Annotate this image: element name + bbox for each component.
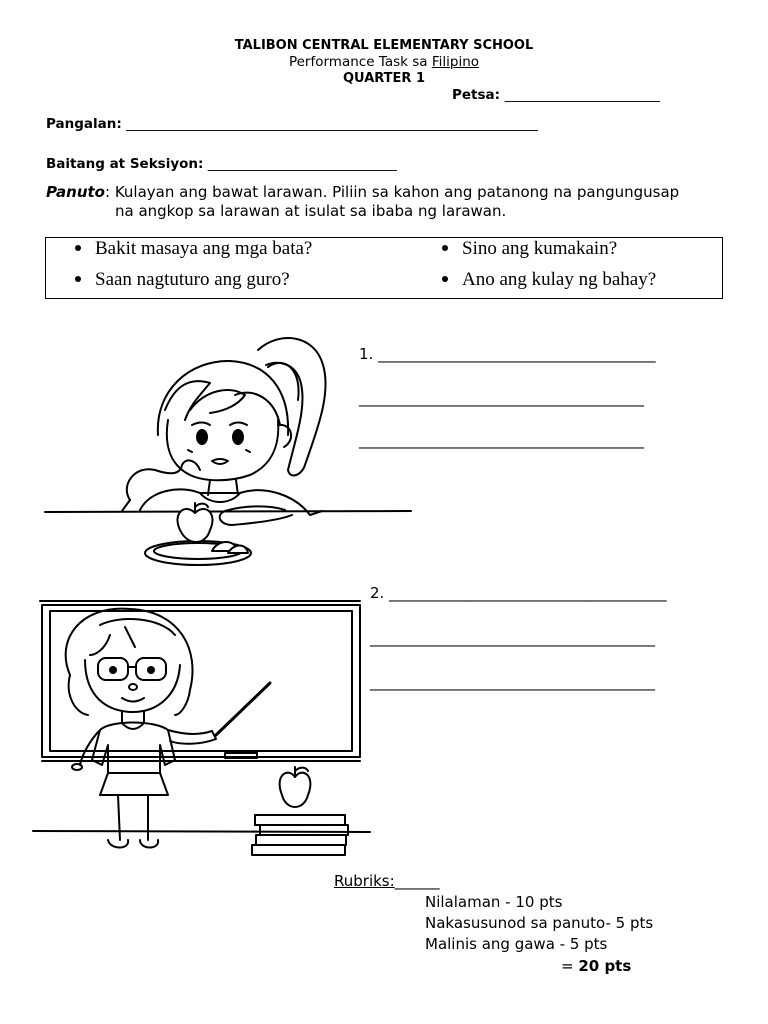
name-field (46, 116, 538, 132)
bullet-icon (442, 276, 448, 282)
answer-1-line3[interactable]: ______________________________________ (359, 431, 644, 449)
answer-1-line1[interactable] (359, 345, 656, 363)
date-label: Petsa: (452, 87, 501, 103)
choice-4-text: Ano ang kulay ng bahay? (462, 269, 657, 290)
answer-1-number: 1. (359, 345, 374, 363)
answer-2-line2[interactable]: ______________________________________ (370, 629, 655, 647)
rubric-row-1: Nilalaman - 10 pts (425, 893, 563, 911)
name-blank[interactable]: _____________________________________________________________ (126, 116, 538, 132)
bullet-icon (442, 245, 448, 251)
choice-1-text: Bakit masaya ang mga bata? (95, 238, 313, 259)
instructions-text1: : Kulayan ang bawat larawan. Piliin sa kahon ang patanong na pangungusap (105, 183, 680, 201)
choice-4 (442, 269, 656, 291)
bullet-icon (75, 245, 81, 251)
rubric-row-2: Nakasusunod sa panuto- 5 pts (425, 914, 654, 932)
choice-1 (75, 238, 312, 260)
rubric-row-3: Malinis ang gawa - 5 pts (425, 935, 608, 953)
task-prefix: Performance Task sa (288, 54, 432, 70)
bullet-icon (75, 276, 81, 282)
answer-2-line3[interactable]: ______________________________________ (370, 673, 655, 691)
grade-section-label: Baitang at Seksiyon: (46, 156, 204, 172)
choices-box (45, 237, 723, 299)
rubric-total-value: 20 pts (578, 957, 632, 975)
rubric-title-blank: ______ (394, 872, 440, 890)
teacher-illustration (30, 595, 375, 860)
instructions-line1 (46, 183, 679, 201)
choice-3 (75, 269, 290, 291)
choice-2-text: Sino ang kumakain? (462, 238, 618, 259)
rubric-total-prefix: = (561, 957, 579, 975)
date-blank[interactable]: _______________________ (504, 87, 661, 103)
instructions-line2: na angkop sa larawan at isulat sa ibaba ng larawan. (115, 202, 507, 220)
school-name: TALIBON CENTRAL ELEMENTARY SCHOOL (234, 38, 534, 53)
task-title (0, 54, 768, 70)
task-subject: Filipino (431, 54, 480, 70)
answer-1-line2[interactable]: ______________________________________ (359, 389, 644, 407)
answer-1-blank[interactable]: _____________________________________ (378, 345, 656, 363)
grade-section-field (46, 156, 397, 172)
instructions-label: Panuto (46, 183, 105, 201)
answer-2-number: 2. (370, 584, 385, 602)
rubric-title-text: Rubriks: (334, 872, 395, 890)
rubric-title (334, 872, 440, 890)
answer-2-line1[interactable] (370, 584, 667, 602)
answer-2-blank[interactable]: _____________________________________ (389, 584, 667, 602)
choice-2 (442, 238, 617, 260)
rubric-total (561, 957, 631, 975)
name-label: Pangalan: (46, 116, 122, 132)
date-field (452, 87, 660, 103)
quarter-label: QUARTER 1 (342, 71, 426, 86)
choice-3-text: Saan nagtuturo ang guro? (95, 269, 290, 290)
grade-section-blank[interactable]: ____________________________ (207, 156, 397, 172)
